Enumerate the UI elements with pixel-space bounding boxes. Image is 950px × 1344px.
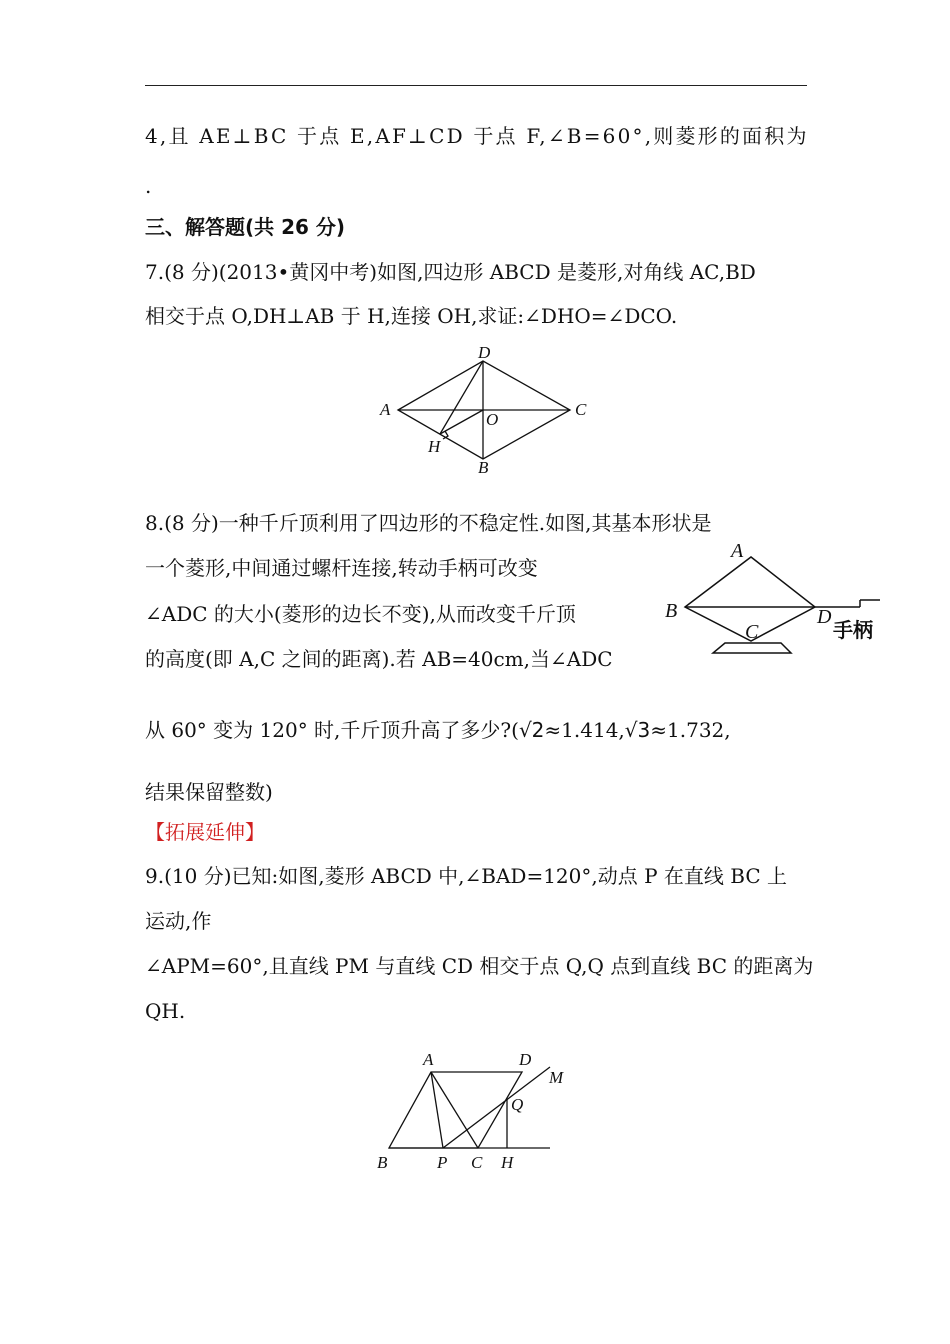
q8-text-c: ≈1.732, <box>650 718 731 742</box>
fig9-label-q: Q <box>511 1095 524 1114</box>
sqrt-3: √3 <box>624 718 651 742</box>
fig9-label-h: H <box>501 1153 514 1172</box>
fig9-label-a: A <box>423 1050 434 1069</box>
text-line-2: . <box>145 174 152 198</box>
question-9-line-2: 运动,作 <box>145 909 212 933</box>
fig9-label-p: P <box>437 1153 448 1172</box>
fig8-label-a: A <box>731 540 744 562</box>
fig9-label-d: D <box>519 1050 532 1069</box>
figure-9 <box>365 1045 585 1175</box>
header-rule <box>145 85 807 86</box>
question-9-line-4: QH. <box>145 999 186 1023</box>
fig9-label-c: C <box>471 1153 483 1172</box>
text-line-1: 4,且 AE⊥BC 于点 E,AF⊥CD 于点 F,∠B=60°,则菱形的面积为 <box>145 124 809 148</box>
fig8-label-d: D <box>817 606 832 628</box>
question-8-line-5 <box>145 716 731 744</box>
question-7-line-2: 相交于点 O,DH⊥AB 于 H,连接 OH,求证:∠DHO=∠DCO. <box>145 304 678 328</box>
fig8-label-handle: 手柄 <box>833 618 873 642</box>
fig7-label-c: C <box>575 400 587 419</box>
question-8-line-6: 结果保留整数) <box>145 780 273 804</box>
fig7-label-d: D <box>478 345 491 362</box>
fig8-label-c: C <box>745 621 759 643</box>
fig7-label-o: O <box>486 410 499 429</box>
fig7-label-a: A <box>380 400 391 419</box>
fig9-label-b: B <box>377 1153 388 1172</box>
question-9-line-3: ∠APM=60°,且直线 PM 与直线 CD 相交于点 Q,Q 点到直线 BC 的距离为 <box>145 954 814 978</box>
fig7-label-b: B <box>478 458 489 475</box>
extension-heading: 【拓展延伸】 <box>145 820 265 844</box>
sqrt-2: √2 <box>518 718 545 742</box>
figure-8-jack <box>655 535 885 665</box>
question-9-line-1: 9.(10 分)已知:如图,菱形 ABCD 中,∠BAD=120°,动点 P 在直线 BC 上 <box>145 864 787 888</box>
q8-text-b: ≈1.414, <box>544 718 625 742</box>
section-heading-3: 三、解答题(共 26 分) <box>145 215 346 239</box>
question-7-line-1: 7.(8 分)(2013•黄冈中考)如图,四边形 ABCD 是菱形,对角线 AC,BD <box>145 260 756 284</box>
question-8-line-4: 的高度(即 A,C 之间的距离).若 AB=40cm,当∠ADC <box>145 647 613 671</box>
figure-7 <box>370 345 600 475</box>
question-8-line-1: 8.(8 分)一种千斤顶利用了四边形的不稳定性.如图,其基本形状是 <box>145 511 712 535</box>
fig7-label-h: H <box>428 437 441 456</box>
fig8-label-b: B <box>665 600 678 622</box>
fig9-label-m: M <box>549 1068 564 1087</box>
question-8-line-2: 一个菱形,中间通过螺杆连接,转动手柄可改变 <box>145 556 538 580</box>
question-8-line-3: ∠ADC 的大小(菱形的边长不变),从而改变千斤顶 <box>145 602 576 626</box>
q8-text-a: 从 60° 变为 120° 时,千斤顶升高了多少?( <box>145 718 519 742</box>
